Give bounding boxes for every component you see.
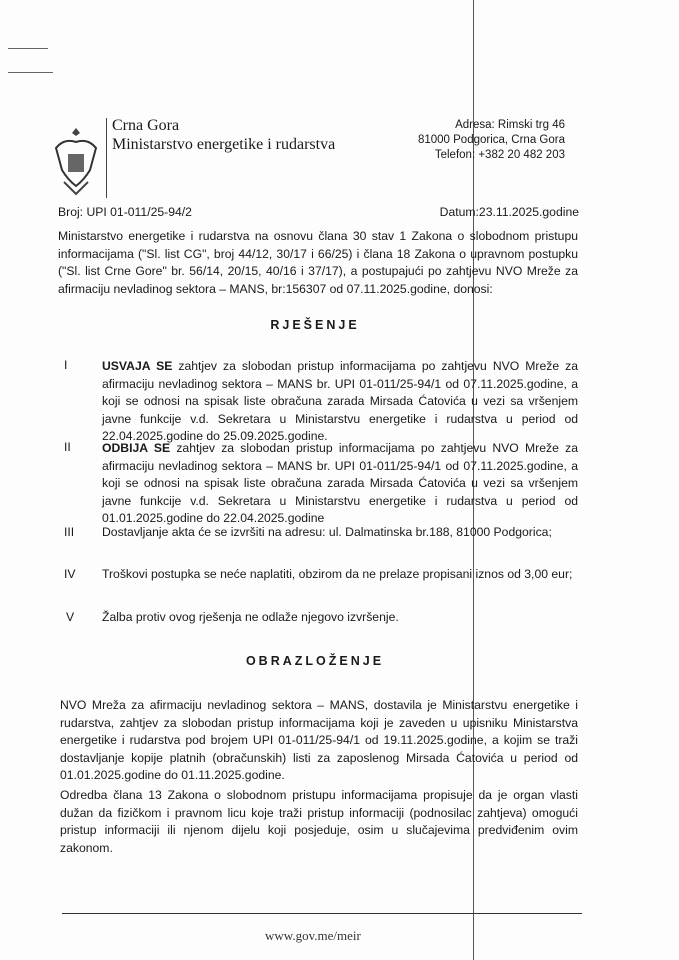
- item-verdict: USVAJA SE: [102, 359, 173, 373]
- scan-mark: [8, 72, 53, 73]
- ministry-name: Ministarstvo energetike i rudarstva: [112, 136, 336, 153]
- item-2: [102, 440, 578, 528]
- item-text: zahtjev za slobodan pristup informacijama po zahtjevu NVO Mreže za afirmaciju nevladinog sektora – MANS br. UPI 01-011/25-94/1 od 07.11.2025.godine, a koji se odnosi na spisak liste obračuna zarada Mirsada Ćatovića u vezi sa vršenjem javne funkcije v.d. Sekretara u Ministarstvu energetike i rudarstva u period od 22.04.2025.godine do 25.09.2025.godine.: [102, 359, 578, 444]
- item-number: II: [64, 440, 71, 454]
- address-block: [418, 118, 565, 163]
- item-verdict: ODBIJA SE: [102, 441, 171, 455]
- phone: Telefon: +382 20 482 203: [434, 149, 565, 161]
- item-number: IV: [64, 567, 76, 581]
- reasoning-paragraph-2: Odredba člana 13 Zakona o slobodnom pristupu informacijama propisuje da je organ vlasti dužan da fizičkom i pravnom licu koje traži pristup informaciji (podnosilac zahtjeva) omogući pristup informaciji ili njenom dijelu koji posjeduje, osim u slučajevima predviđenim ovim zakonom.: [60, 788, 578, 855]
- item-number: I: [64, 358, 68, 372]
- scan-mark: [8, 48, 48, 49]
- address-city: 81000 Podgorica, Crna Gora: [417, 134, 565, 146]
- date: Datum:23.11.2025.godine: [439, 205, 579, 219]
- item-number: V: [66, 610, 75, 624]
- rjesenje-heading: RJEŠENJE: [270, 318, 360, 332]
- address-line: Adresa: Rimski trg 46: [455, 119, 565, 131]
- reasoning-paragraph-1: NVO Mreža za afirmaciju nevladinog sektora – MANS, dostavila je Ministarstvu energetike i rudarstva, zahtjev za slobodan pristup informacijama koji je zaveden u upisniku Ministarstva energetike i rudarstva pod brojem UPI 01-011/25-94/1 od 19.11.2025.godine, a kojim se traži dostavljanje kopije platnih (obračunskih) listi za zaposlenog Mirsada Ćatovića u period od 01.01.2025.godine do 01.11.2025.godine.: [60, 698, 578, 783]
- item-5: Žalba protiv ovog rješenja ne odlaže njegovo izvršenje.: [102, 610, 399, 624]
- footer-url[interactable]: www.gov.me/meir: [265, 928, 361, 943]
- case-number: Broj: UPI 01-011/25-94/2: [58, 205, 192, 219]
- intro-paragraph: Ministarstvo energetike i rudarstva na osnovu člana 30 stav 1 Zakona o slobodnom pristupu informacijama ("Sl. list CG", broj 44/12, 30/17 i 66/25) i člana 18 Zakona o upravnom postupku ("Sl. list Crne Gore" br. 56/14, 20/15, 40/16 i 37/17), a postupajući po zahtjevu NVO Mreže za afirmaciju nevladinog sektora – MANS, br:156307 od 07.11.2025.godine, donosi:: [58, 229, 578, 296]
- header-divider: [106, 118, 107, 198]
- item-4: Troškovi postupka se neće naplatiti, obzirom da ne prelaze propisani iznos od 3,00 eur;: [102, 567, 573, 581]
- item-text: zahtjev za slobodan pristup informacijama po zahtjevu NVO Mreže za afirmaciju nevladinog sektora – MANS br. UPI 01-011/25-94/1 od 07.11.2025.godine, a koji se odnosi na spisak liste obračuna zarada Mirsada Ćatovića u vezi sa vršenjem javne funkcije v.d. Sekretara u Ministarstvu energetike i rudarstva u period od 01.01.2025.godine do 22.04.2025.godine: [102, 441, 578, 526]
- obrazlozenje-heading: OBRAZLOŽENJE: [245, 654, 385, 668]
- item-3: Dostavljanje akta će se izvršiti na adresu: ul. Dalmatinska br.188, 81000 Podgorica;: [102, 525, 552, 539]
- item-number: III: [64, 525, 75, 539]
- coat-of-arms-icon: [50, 124, 102, 200]
- item-1: [102, 358, 578, 446]
- footer-divider: [62, 913, 582, 914]
- country-name: Crna Gora: [112, 117, 180, 134]
